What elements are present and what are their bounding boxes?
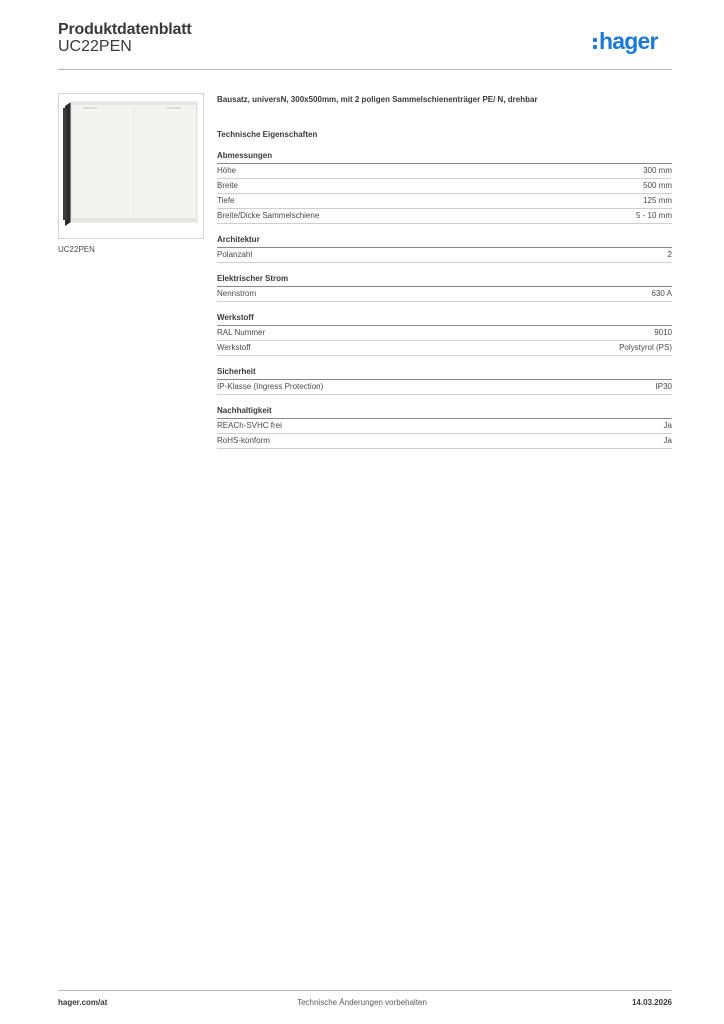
spec-value: IP30 — [655, 382, 672, 391]
spec-label: Breite — [217, 181, 238, 190]
header-divider — [58, 69, 672, 70]
footer-notice: Technische Änderungen vorbehalten — [297, 998, 427, 1007]
spec-row — [217, 248, 672, 263]
spec-row — [217, 164, 672, 179]
group-title: Sicherheit — [217, 366, 672, 380]
spec-label: Werkstoff — [217, 343, 251, 352]
spec-group-werkstoff — [217, 312, 672, 356]
spec-value: 500 mm — [643, 181, 672, 190]
spec-value: 630 A — [651, 289, 672, 298]
spec-group-nachhaltigkeit — [217, 405, 672, 449]
product-description: Bausatz, universN, 300x500mm, mit 2 poligen Sammelschienenträger PE/ N, drehbar — [217, 95, 538, 104]
spec-label: Breite/Dicke Sammelschiene — [217, 211, 320, 220]
spec-label: Nennstrom — [217, 289, 257, 298]
group-title: Werkstoff — [217, 312, 672, 326]
spec-label: IP-Klasse (Ingress Protection) — [217, 382, 324, 391]
spec-label: Tiefe — [217, 196, 235, 205]
footer-website-link[interactable]: hager.com/at — [58, 998, 108, 1007]
group-title: Nachhaltigkeit — [217, 405, 672, 419]
spec-row — [217, 326, 672, 341]
spec-row — [217, 380, 672, 395]
spec-row — [217, 341, 672, 356]
spec-row — [217, 434, 672, 449]
product-code: UC22PEN — [58, 38, 132, 55]
spec-value: Polystyrol (PS) — [619, 343, 672, 352]
hager-logo[interactable] — [593, 27, 658, 55]
spec-row — [217, 287, 672, 302]
group-title: Abmessungen — [217, 150, 672, 164]
spec-value: 300 mm — [643, 166, 672, 175]
spec-value: 125 mm — [643, 196, 672, 205]
spec-label: REACh-SVHC frei — [217, 421, 282, 430]
spec-label: Polanzahl — [217, 250, 253, 259]
spec-group-abmessungen — [217, 150, 672, 224]
section-title: Technische Eigenschaften — [217, 130, 318, 139]
image-caption: UC22PEN — [58, 245, 95, 254]
spec-group-sicherheit — [217, 366, 672, 395]
footer-date: 14.03.2026 — [631, 998, 672, 1007]
product-image — [58, 93, 204, 239]
spec-value: 2 — [667, 250, 672, 259]
spec-label: RoHS-konform — [217, 436, 270, 445]
spec-row — [217, 209, 672, 224]
spec-content — [217, 94, 672, 449]
logo-text: hager — [599, 28, 658, 54]
spec-row — [217, 179, 672, 194]
spec-row — [217, 419, 672, 434]
logo-dots-icon — [593, 38, 597, 49]
spec-label: RAL Nummer — [217, 328, 266, 337]
spec-row — [217, 194, 672, 209]
footer-divider — [58, 990, 672, 991]
group-title: Architektur — [217, 234, 672, 248]
enclosure-illustration-icon — [59, 94, 203, 238]
spec-value: Ja — [663, 421, 672, 430]
spec-value: 5 - 10 mm — [635, 211, 672, 220]
spec-group-architektur — [217, 234, 672, 263]
page-title: Produktdatenblatt — [58, 21, 192, 38]
group-title: Elektrischer Strom — [217, 273, 672, 287]
spec-group-elektrischer-strom — [217, 273, 672, 302]
spec-value: 9010 — [654, 328, 672, 337]
spec-value: Ja — [663, 436, 672, 445]
spec-label: Höhe — [217, 166, 237, 175]
